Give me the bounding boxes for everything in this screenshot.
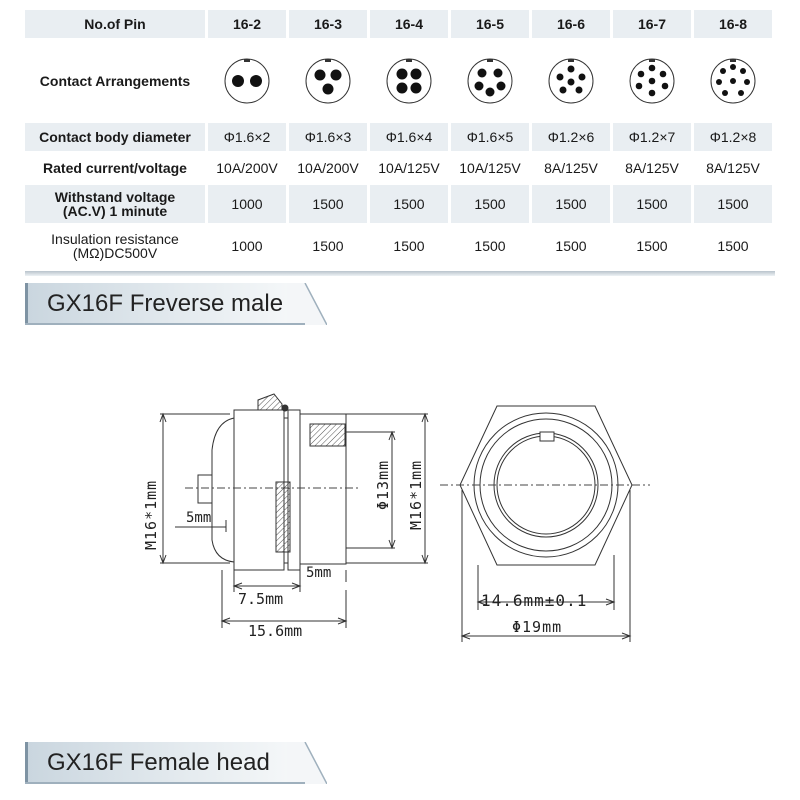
dim-label-15-6: 15.6mm <box>248 622 303 640</box>
pin-arrangement-7-icon <box>627 56 677 106</box>
pin-arrangement-8-icon <box>708 56 758 106</box>
row-header-withstand <box>25 185 205 223</box>
diameter-cell: Φ1.2×6 <box>532 123 610 151</box>
pin-arrangement-4-icon <box>384 56 434 106</box>
withstand-label-line2: (AC.V) 1 minute <box>62 203 168 219</box>
dim-label-m16-left: M16*1mm <box>142 479 160 550</box>
pin-cell: 16-7 <box>613 10 691 38</box>
pin-cell: 16-8 <box>694 10 772 38</box>
banner-corner-icon <box>287 283 327 325</box>
diameter-cell: Φ1.6×4 <box>370 123 448 151</box>
pin-arrangement-6-icon <box>546 56 596 106</box>
arrangement-cell <box>451 41 529 120</box>
withstand-cell: 1000 <box>208 185 286 223</box>
technical-drawing <box>0 370 800 670</box>
withstand-cell: 1500 <box>289 185 367 223</box>
dim-label-7-5: 7.5mm <box>238 590 284 608</box>
pin-arrangement-2-icon <box>222 56 272 106</box>
banner-corner-icon <box>287 742 327 784</box>
rated-cell: 8A/125V <box>532 154 610 182</box>
insulation-cell: 1500 <box>694 226 772 266</box>
insulation-cell: 1000 <box>208 226 286 266</box>
insulation-cell: 1500 <box>289 226 367 266</box>
rated-cell: 8A/125V <box>613 154 691 182</box>
dim-label-5mm-left: 5mm <box>186 510 212 526</box>
row-header-rated: Rated current/voltage <box>25 154 205 182</box>
rated-cell: 10A/200V <box>208 154 286 182</box>
arrangement-cell <box>532 41 610 120</box>
diameter-cell: Φ1.6×2 <box>208 123 286 151</box>
table-row-diameter <box>25 123 775 151</box>
row-header-diameter: Contact body diameter <box>25 123 205 151</box>
withstand-cell: 1500 <box>451 185 529 223</box>
side-view <box>185 394 360 570</box>
table-row-pins <box>25 10 775 38</box>
table-row-arrangements <box>25 41 775 120</box>
rated-cell: 10A/125V <box>370 154 448 182</box>
arrangement-cell <box>613 41 691 120</box>
pin-cell: 16-6 <box>532 10 610 38</box>
insulation-cell: 1500 <box>613 226 691 266</box>
insulation-label-line1: Insulation resistance <box>51 231 179 247</box>
section-banner-female <box>25 742 315 784</box>
insulation-label-line2: (MΩ)DC500V <box>72 245 158 261</box>
table-row-insulation <box>25 226 775 266</box>
table-row-rated <box>25 154 775 182</box>
dim-label-5mm-right: 5mm <box>306 565 332 581</box>
arrangement-cell <box>370 41 448 120</box>
dim-label-14-6: 14.6mm±0.1 <box>481 591 588 610</box>
arrangement-cell <box>289 41 367 120</box>
rated-cell: 8A/125V <box>694 154 772 182</box>
dim-label-phi13: Φ13mm <box>374 459 392 510</box>
rated-cell: 10A/125V <box>451 154 529 182</box>
withstand-label-line1: Withstand voltage <box>54 189 176 205</box>
withstand-cell: 1500 <box>694 185 772 223</box>
insulation-cell: 1500 <box>370 226 448 266</box>
insulation-cell: 1500 <box>451 226 529 266</box>
row-header-pins: No.of Pin <box>25 10 205 38</box>
section-title-female: GX16F Female head <box>47 749 270 776</box>
arrangement-cell <box>208 41 286 120</box>
diameter-cell: Φ1.2×8 <box>694 123 772 151</box>
section-title-male: GX16F Freverse male <box>47 290 284 317</box>
arrangement-cell <box>694 41 772 120</box>
table-row-withstand <box>25 185 775 223</box>
row-header-insulation <box>25 226 205 266</box>
diameter-cell: Φ1.2×7 <box>613 123 691 151</box>
pin-arrangement-5-icon <box>465 56 515 106</box>
front-view <box>440 406 650 565</box>
pin-cell: 16-5 <box>451 10 529 38</box>
table-divider <box>25 271 775 276</box>
section-banner-male <box>25 283 315 325</box>
rated-cell: 10A/200V <box>289 154 367 182</box>
pin-cell: 16-3 <box>289 10 367 38</box>
row-header-arrangements: Contact Arrangements <box>25 41 205 120</box>
dim-label-m16-right: M16*1mm <box>407 459 425 530</box>
pin-cell: 16-2 <box>208 10 286 38</box>
spec-table <box>25 10 775 269</box>
withstand-cell: 1500 <box>532 185 610 223</box>
pin-arrangement-3-icon <box>303 56 353 106</box>
diameter-cell: Φ1.6×5 <box>451 123 529 151</box>
dim-label-phi19: Φ19mm <box>512 618 563 636</box>
insulation-cell: 1500 <box>532 226 610 266</box>
withstand-cell: 1500 <box>613 185 691 223</box>
pin-cell: 16-4 <box>370 10 448 38</box>
withstand-cell: 1500 <box>370 185 448 223</box>
diameter-cell: Φ1.6×3 <box>289 123 367 151</box>
